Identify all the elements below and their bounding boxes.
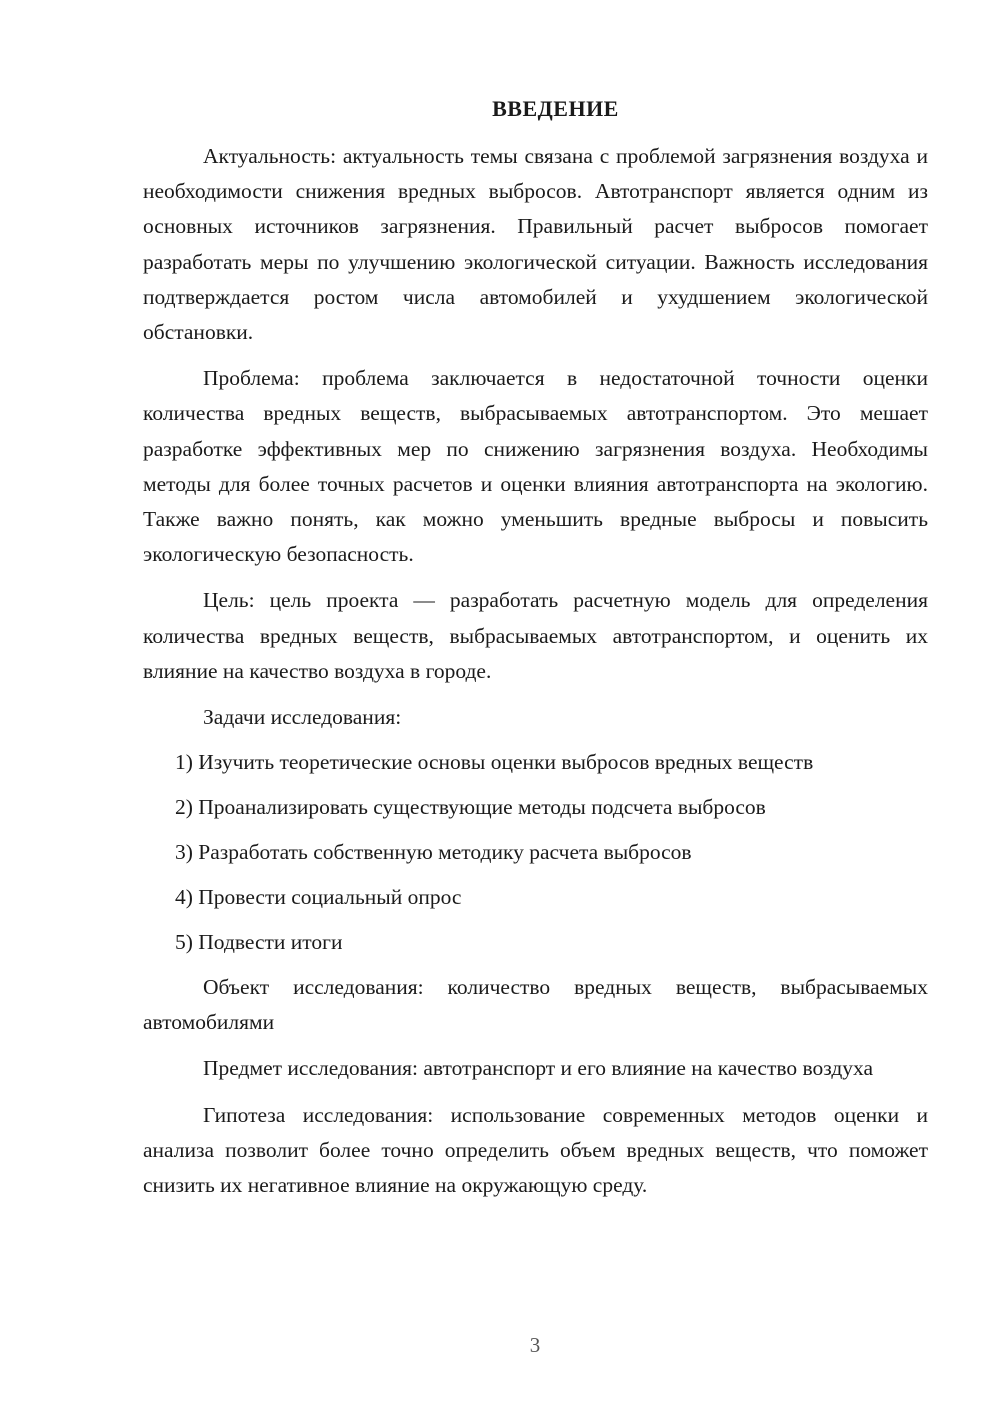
paragraph-goal: Цель: цель проекта — разработать расчетную модель для определения количества вредных веществ, выбрасываемых автотранспортом, и оценить их влияние на качество воздуха в городе. bbox=[143, 588, 928, 683]
paragraph-relevance: Актуальность: актуальность темы связана с проблемой загрязнения воздуха и необходимости снижения вредных выбросов. Автотранспорт является одним из основных источников загрязнения. Правильный расчет выбросов помогает разработать меры по улучшению экологической ситуации. Важность исследования подтверждается ростом числа автомобилей и ухудшением экологической обстановки. bbox=[143, 144, 928, 345]
paragraph-problem: Проблема: проблема заключается в недостаточной точности оценки количества вредных веществ, выбрасываемых автотранспортом. Это мешает разработке эффективных мер по снижению загрязнения воздуха. Необходимы методы для более точных расчетов и оценки влияния автотранспорта на экологию. Также важно понять, как можно уменьшить вредные выбросы и повысить экологическую безопасность. bbox=[143, 366, 928, 567]
task-item: 4) Провести социальный опрос bbox=[175, 885, 462, 910]
page-title: ВВЕДЕНИЕ bbox=[492, 96, 619, 121]
task-item: 1) Изучить теоретические основы оценки выбросов вредных веществ bbox=[175, 750, 814, 775]
task-item: 2) Проанализировать существующие методы подсчета выбросов bbox=[175, 795, 766, 820]
page-number: 3 bbox=[529, 1333, 541, 1357]
tasks-heading: Задачи исследования: bbox=[203, 705, 402, 730]
task-item: 5) Подвести итоги bbox=[175, 930, 343, 955]
task-item: 3) Разработать собственную методику расчета выбросов bbox=[175, 840, 692, 865]
paragraph-hypothesis: Гипотеза исследования: использование современных методов оценки и анализа позволит более точно определить объем вредных веществ, что поможет снизить их негативное влияние на окружающую среду. bbox=[143, 1102, 928, 1198]
task-list bbox=[143, 745, 928, 960]
paragraph-subject: Предмет исследования: автотранспорт и его влияние на качество воздуха bbox=[203, 1056, 874, 1081]
paragraph-object: Объект исследования: количество вредных веществ, выбрасываемых автомобилями bbox=[143, 975, 928, 1035]
